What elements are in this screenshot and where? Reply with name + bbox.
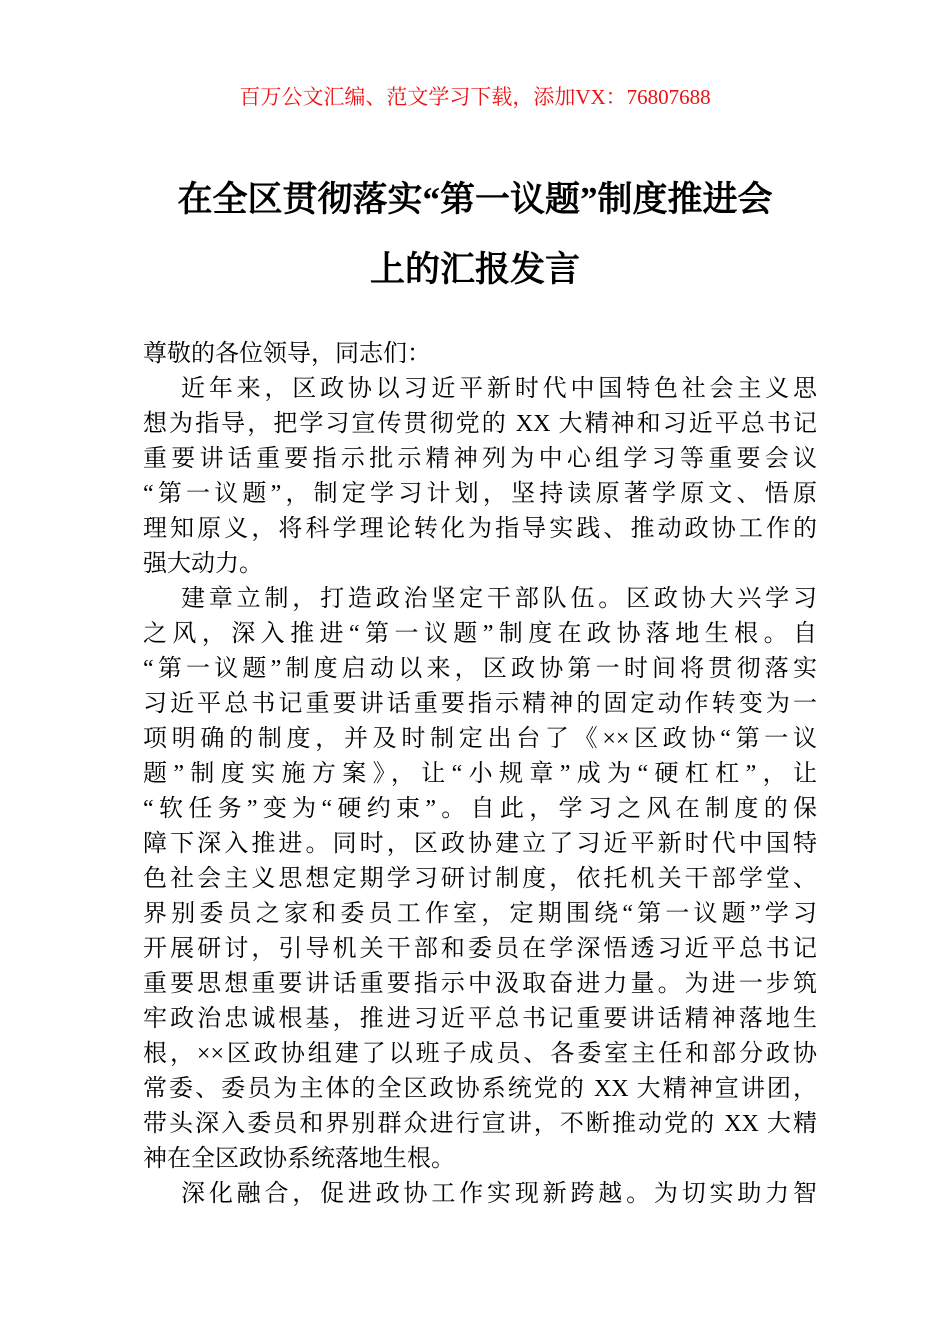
body-line: 界别委员之家和委员工作室，定期围绕“第一议题”学习: [143, 901, 817, 927]
document-title-line-1: 在全区贯彻落实“第一议题”制度推进会: [177, 180, 773, 219]
body-line: 近年来，区政协以习近平新时代中国特色社会主义思: [181, 376, 817, 402]
document-body: [143, 337, 817, 1212]
body-line: 色社会主义思想定期学习研讨制度，依托机关干部学堂、: [143, 866, 817, 892]
body-line: 重要讲话重要指示批示精神列为中心组学习等重要会议: [143, 446, 817, 472]
body-line: “第一议题”制度启动以来，区政协第一时间将贯彻落实: [143, 656, 817, 682]
body-line: 牢政治忠诚根基，推进习近平总书记重要讲话精神落地生: [143, 1006, 817, 1032]
document-title-line-2: 上的汇报发言: [369, 250, 580, 289]
document-title: [0, 165, 950, 305]
body-line: 尊敬的各位领导，同志们：: [143, 341, 431, 367]
body-line: 之风，深入推进“第一议题”制度在政协落地生根。自: [143, 621, 817, 647]
body-line: “软任务”变为“硬约束”。自此，学习之风在制度的保: [143, 796, 817, 822]
body-line: 常委、委员为主体的全区政协系统党的 XX 大精神宣讲团，: [143, 1076, 817, 1102]
body-line: 习近平总书记重要讲话重要指示精神的固定动作转变为一: [143, 691, 817, 717]
body-line: 神在全区政协系统落地生根。: [143, 1146, 455, 1172]
body-line: 想为指导，把学习宣传贯彻党的 XX 大精神和习近平总书记: [143, 411, 817, 437]
body-line: 障下深入推进。同时，区政协建立了习近平新时代中国特: [143, 831, 817, 857]
promo-banner: 百万公文汇编、范文学习下载，添加VX：76807688: [239, 85, 711, 109]
body-line: 深化融合，促进政协工作实现新跨越。为切实助力智: [181, 1181, 817, 1207]
body-line: 开展研讨，引导机关干部和委员在学深悟透习近平总书记: [143, 936, 817, 962]
body-line: 项明确的制度，并及时制定出台了《××区政协“第一议: [143, 726, 817, 752]
body-line: “第一议题”，制定学习计划，坚持读原著学原文、悟原: [143, 481, 817, 507]
body-line: 强大动力。: [143, 551, 263, 577]
body-line: 理知原义，将科学理论转化为指导实践、推动政协工作的: [143, 516, 817, 542]
body-line: 建章立制，打造政治坚定干部队伍。区政协大兴学习: [181, 586, 817, 612]
body-line: 带头深入委员和界别群众进行宣讲，不断推动党的 XX 大精: [143, 1111, 817, 1137]
body-line: 根，××区政协组建了以班子成员、各委室主任和部分政协: [143, 1041, 817, 1067]
body-line: 题”制度实施方案》，让“小规章”成为“硬杠杠”，让: [143, 761, 817, 787]
body-line: 重要思想重要讲话重要指示中汲取奋进力量。为进一步筑: [143, 971, 817, 997]
